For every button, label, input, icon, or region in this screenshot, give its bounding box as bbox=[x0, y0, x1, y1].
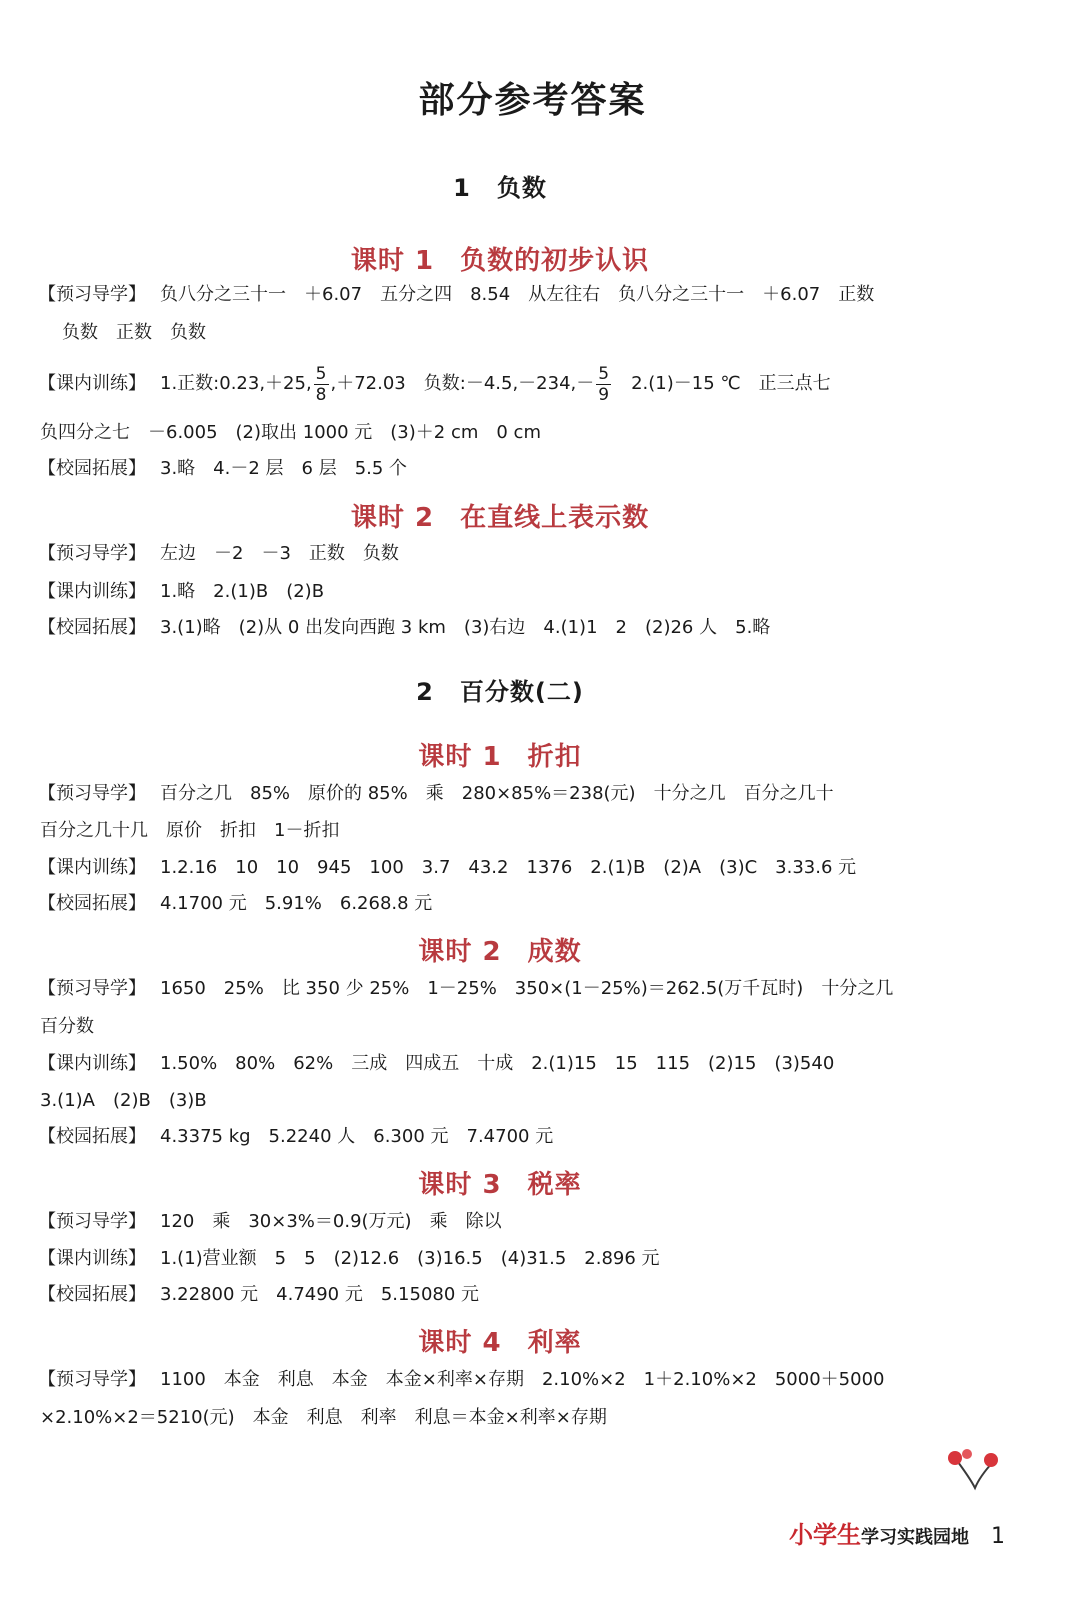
fraction bbox=[314, 364, 329, 405]
answer-text: 1.50% 80% 62% 三成 四成五 十成 2.(1)15 15 115 (2)15 (3)540 bbox=[160, 1053, 835, 1074]
answer-row bbox=[38, 362, 1038, 406]
lesson-number: 课时 2 bbox=[418, 937, 502, 967]
lesson-heading bbox=[0, 736, 1000, 773]
answer-row bbox=[40, 420, 1040, 446]
answer-text: 1.(1)营业额 5 5 (2)12.6 (3)16.5 (4)31.5 2.896 元 bbox=[160, 1248, 660, 1269]
unit-name: 百分数(二) bbox=[459, 678, 584, 706]
answer-row bbox=[62, 320, 1062, 346]
answer-text: 左边 －2 －3 正数 负数 bbox=[160, 543, 399, 564]
lesson-name: 负数的初步认识 bbox=[460, 246, 650, 276]
answer-row bbox=[38, 891, 1038, 917]
answer-text: 负数 正数 负数 bbox=[62, 322, 206, 343]
lesson-name: 利率 bbox=[527, 1328, 582, 1358]
tag-extend: 【校园拓展】 bbox=[38, 617, 146, 638]
answer-row bbox=[38, 456, 1038, 482]
footer-brand-rest: 学习实践园地 bbox=[861, 1527, 969, 1548]
tag-practice: 【课内训练】 bbox=[38, 1248, 146, 1269]
tag-preview: 【预习导学】 bbox=[38, 1369, 146, 1390]
lesson-name: 税率 bbox=[527, 1170, 582, 1200]
tag-preview: 【预习导学】 bbox=[38, 1211, 146, 1232]
answer-row bbox=[40, 818, 1040, 844]
tag-preview: 【预习导学】 bbox=[38, 978, 146, 999]
answer-row bbox=[40, 1405, 1040, 1431]
answer-row bbox=[40, 1088, 1040, 1114]
lesson-number: 课时 1 bbox=[418, 742, 502, 772]
answer-text: 3.(1)A (2)B (3)B bbox=[40, 1090, 207, 1111]
berry-logo-icon bbox=[945, 1448, 1005, 1492]
answer-row bbox=[38, 1246, 1038, 1272]
answer-text: ,＋72.03 负数:－4.5,－234,－ bbox=[330, 373, 595, 394]
footer-brand: 小学生 bbox=[789, 1521, 861, 1549]
unit-name: 负数 bbox=[496, 174, 547, 202]
answer-row bbox=[38, 541, 1038, 567]
fraction bbox=[596, 364, 611, 405]
lesson-name: 在直线上表示数 bbox=[460, 503, 650, 533]
answer-row bbox=[38, 579, 1038, 605]
unit-number: 1 bbox=[453, 174, 471, 202]
answer-row bbox=[38, 1209, 1038, 1235]
unit-heading bbox=[0, 168, 1000, 203]
answer-row bbox=[38, 1051, 1038, 1077]
tag-practice: 【课内训练】 bbox=[38, 1053, 146, 1074]
answer-text: 3.(1)略 (2)从 0 出发向西跑 3 km (3)右边 4.(1)1 2 (2)26 人 5.略 bbox=[160, 617, 771, 638]
tag-practice: 【课内训练】 bbox=[38, 581, 146, 602]
lesson-name: 成数 bbox=[527, 937, 582, 967]
lesson-heading bbox=[0, 931, 1000, 968]
tag-preview: 【预习导学】 bbox=[38, 543, 146, 564]
fraction-denominator: 9 bbox=[598, 384, 610, 405]
page-number: 1 bbox=[991, 1524, 1005, 1549]
answer-row bbox=[38, 781, 1038, 807]
answer-text: 4.1700 元 5.91% 6.268.8 元 bbox=[160, 893, 433, 914]
answer-text: 负四分之七 －6.005 (2)取出 1000 元 (3)＋2 cm 0 cm bbox=[40, 422, 541, 443]
answer-text: 1100 本金 利息 本金 本金×利率×存期 2.10%×2 1＋2.10%×2 5000＋5000 bbox=[160, 1369, 885, 1390]
lesson-number: 课时 1 bbox=[350, 246, 435, 276]
fraction-numerator: 5 bbox=[598, 363, 610, 384]
lesson-number: 课时 3 bbox=[418, 1170, 502, 1200]
answer-text: 120 乘 30×3%＝0.9(万元) 乘 除以 bbox=[160, 1211, 502, 1232]
answer-text: 负八分之三十一 ＋6.07 五分之四 8.54 从左往右 负八分之三十一 ＋6.07 正数 bbox=[160, 284, 875, 305]
answer-text: 百分之几十几 原价 折扣 1－折扣 bbox=[40, 820, 340, 841]
answer-text: 2.(1)－15 ℃ 正三点七 bbox=[613, 373, 831, 394]
tag-extend: 【校园拓展】 bbox=[38, 1284, 146, 1305]
lesson-heading bbox=[0, 497, 1000, 534]
answer-text: 1.2.16 10 10 945 100 3.7 43.2 1376 2.(1)B (2)A (3)C 3.33.6 元 bbox=[160, 857, 857, 878]
answer-row bbox=[38, 855, 1038, 881]
fraction-numerator: 5 bbox=[315, 363, 327, 384]
lesson-heading bbox=[0, 1164, 1000, 1201]
answer-row bbox=[38, 1282, 1038, 1308]
answer-text: 百分数 bbox=[40, 1016, 94, 1037]
answer-row bbox=[38, 615, 1038, 641]
lesson-number: 课时 2 bbox=[350, 503, 435, 533]
lesson-number: 课时 4 bbox=[418, 1328, 502, 1358]
answer-row bbox=[38, 282, 1038, 308]
answer-text: 3.略 4.－2 层 6 层 5.5 个 bbox=[160, 458, 408, 479]
lesson-heading bbox=[0, 1322, 1000, 1359]
tag-preview: 【预习导学】 bbox=[38, 783, 146, 804]
lesson-name: 折扣 bbox=[527, 742, 582, 772]
tag-extend: 【校园拓展】 bbox=[38, 458, 146, 479]
lesson-heading bbox=[0, 240, 1000, 277]
fraction-denominator: 8 bbox=[315, 384, 327, 405]
answer-row bbox=[38, 976, 1038, 1002]
answer-text: 1.正数:0.23,＋25, bbox=[160, 373, 312, 394]
answer-row bbox=[38, 1367, 1038, 1393]
tag-practice: 【课内训练】 bbox=[38, 373, 146, 394]
answer-row bbox=[40, 1014, 1040, 1040]
unit-heading bbox=[0, 672, 1000, 707]
tag-practice: 【课内训练】 bbox=[38, 857, 146, 878]
answer-text: 百分之几 85% 原价的 85% 乘 280×85%＝238(元) 十分之几 百分之几十 bbox=[160, 783, 834, 804]
tag-extend: 【校园拓展】 bbox=[38, 893, 146, 914]
answer-text: ×2.10%×2＝5210(元) 本金 利息 利率 利息＝本金×利率×存期 bbox=[40, 1407, 607, 1428]
tag-preview: 【预习导学】 bbox=[38, 284, 146, 305]
answer-text: 4.3375 kg 5.2240 人 6.300 元 7.4700 元 bbox=[160, 1126, 554, 1147]
unit-number: 2 bbox=[416, 678, 434, 706]
answer-text: 1650 25% 比 350 少 25% 1－25% 350×(1－25%)＝262.5(万千瓦时) 十分之几 bbox=[160, 978, 894, 999]
answer-text: 3.22800 元 4.7490 元 5.15080 元 bbox=[160, 1284, 480, 1305]
footer bbox=[789, 1515, 1005, 1550]
answer-row bbox=[38, 1124, 1038, 1150]
tag-extend: 【校园拓展】 bbox=[38, 1126, 146, 1147]
page-title: 部分参考答案 bbox=[418, 80, 647, 121]
answer-text: 1.略 2.(1)B (2)B bbox=[160, 581, 325, 602]
